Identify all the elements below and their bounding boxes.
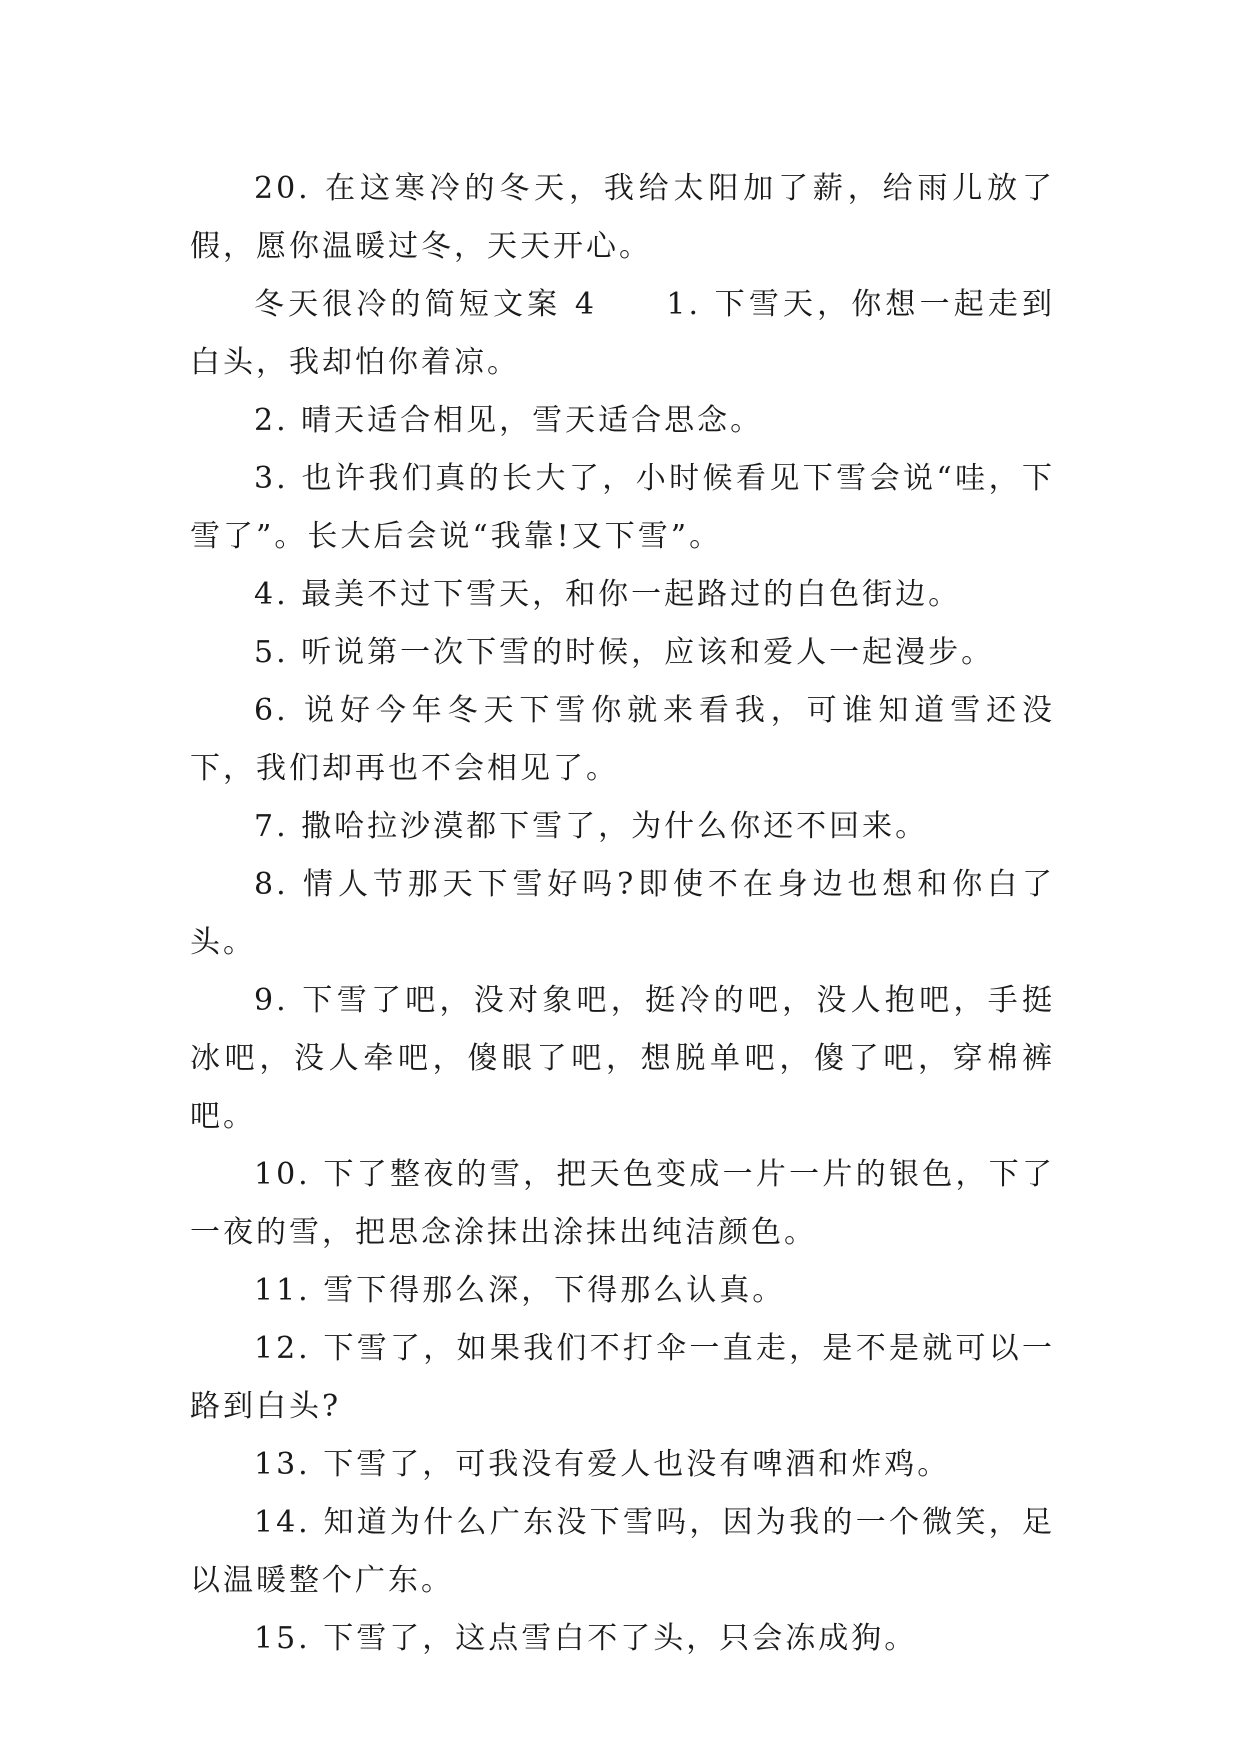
paragraph-section-4-item-1: 冬天很冷的简短文案 4 1. 下雪天，你想一起走到白头，我却怕你着凉。 (190, 287, 1055, 380)
paragraph-9: 9. 下雪了吧，没对象吧，挺冷的吧，没人抱吧，手挺冰吧，没人牵吧，傻眼了吧，想脱单吧，傻了吧，穿棉裤吧。 (190, 983, 1055, 1134)
paragraph-5: 5. 听说第一次下雪的时候，应该和爱人一起漫步。 (254, 635, 995, 670)
paragraph-14: 14. 知道为什么广东没下雪吗，因为我的一个微笑，足以温暖整个广东。 (190, 1505, 1055, 1598)
paragraph-12: 12. 下雪了，如果我们不打伞一直走，是不是就可以一路到白头? (190, 1331, 1055, 1424)
paragraph-4: 4. 最美不过下雪天，和你一起路过的白色街边。 (254, 577, 962, 612)
paragraph-20: 20. 在这寒冷的冬天，我给太阳加了薪，给雨儿放了假，愿你温暖过冬，天天开心。 (190, 171, 1055, 264)
document-body (190, 160, 1055, 1668)
paragraph-15: 15. 下雪了，这点雪白不了头，只会冻成狗。 (254, 1621, 918, 1656)
paragraph-3: 3. 也许我们真的长大了，小时候看见下雪会说“哇，下雪了”。长大后会说“我靠!又下雪”。 (190, 461, 1055, 554)
paragraph-8: 8. 情人节那天下雪好吗?即使不在身边也想和你白了头。 (190, 867, 1055, 960)
paragraph-6: 6. 说好今年冬天下雪你就来看我，可谁知道雪还没下，我们却再也不会相见了。 (190, 693, 1055, 786)
paragraph-11: 11. 雪下得那么深，下得那么认真。 (254, 1273, 786, 1308)
paragraph-10: 10. 下了整夜的雪，把天色变成一片一片的银色，下了一夜的雪，把思念涂抹出涂抹出纯洁颜色。 (190, 1157, 1055, 1250)
paragraph-7: 7. 撒哈拉沙漠都下雪了，为什么你还不回来。 (254, 809, 929, 844)
paragraph-13: 13. 下雪了，可我没有爱人也没有啤酒和炸鸡。 (254, 1447, 951, 1482)
paragraph-2: 2. 晴天适合相见，雪天适合思念。 (254, 403, 764, 438)
